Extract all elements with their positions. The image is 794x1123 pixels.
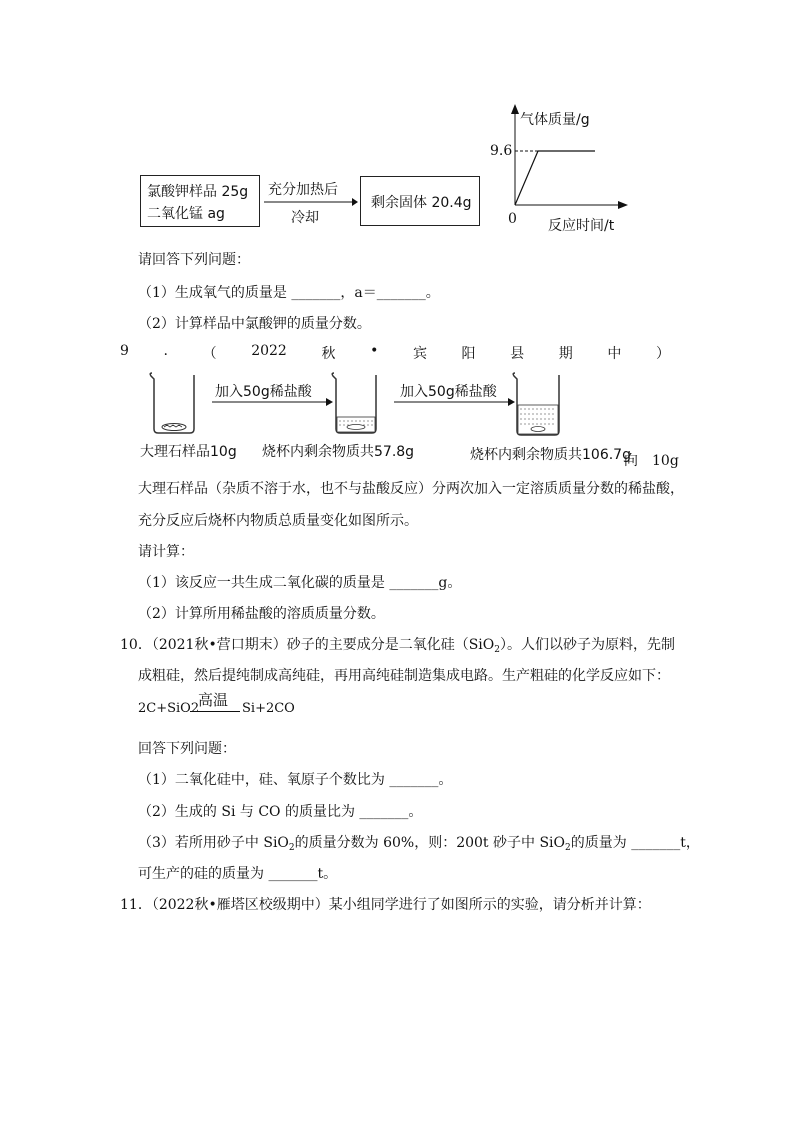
- heating-arrow-label-bottom: 冷却: [291, 210, 319, 226]
- q10-equation: [138, 701, 199, 716]
- beaker-3-label-tail: 向 10g: [624, 453, 679, 469]
- q9-header-7: 阳: [461, 346, 476, 362]
- equation-reactants: 2C+SiO2: [138, 701, 200, 716]
- beaker-2-label: 烧杯内剩余物质共57.8g: [262, 444, 415, 460]
- heating-arrow-label-top: 充分加热后: [268, 182, 338, 198]
- beaker-1-label: 大理石样品10g: [140, 444, 237, 460]
- q10-line1: [120, 634, 675, 655]
- graph-xlabel: 反应时间/t: [548, 218, 615, 234]
- graph-ytick: 9.6: [490, 143, 513, 159]
- q10-part3-b: 的质量分数为 60%，则：200t 砂子中 SiO: [294, 835, 566, 851]
- q9-header-0: 9: [120, 343, 129, 359]
- q9-header-4: 秋: [321, 346, 336, 362]
- q11-line1: 11．（2022秋•雁塔区校级期中）某小组同学进行了如图所示的实验，请分析并计算：: [120, 897, 651, 913]
- add-acid-arrow-1: [210, 396, 334, 408]
- q9-header-8: 县: [510, 346, 525, 362]
- beaker-3-label: 烧杯内剩余物质共106.7g: [470, 447, 631, 463]
- q9-header-9: 期: [558, 346, 573, 362]
- q10-part3-sub1: 2: [288, 843, 295, 853]
- residue-box-text: 剩余固体 20.4g: [371, 195, 472, 211]
- q9-header-10: 中: [607, 346, 622, 362]
- q10-part1: （1）二氧化硅中，硅、氧原子个数比为 _______。: [138, 772, 453, 788]
- add-acid-label-2: 加入50g稀盐酸: [400, 384, 497, 400]
- beaker-2: [330, 371, 382, 437]
- graph-ylabel: 气体质量/g: [520, 112, 590, 128]
- sample-box-line1: 氯酸钾样品 25g: [147, 184, 249, 200]
- equation-condition: 高温: [198, 691, 229, 709]
- equation-products: Si+2CO: [242, 701, 295, 716]
- q9-header-2: （: [202, 346, 217, 362]
- q10-part3-cont: 可生产的硅的质量为 _______t。: [138, 866, 338, 882]
- q10-line1-tail: ）。人们以砂子为原料，先制: [499, 637, 675, 653]
- residue-box: [360, 176, 480, 226]
- q10-part3-c: 的质量为 _______t，: [570, 835, 700, 851]
- beaker-1: [148, 371, 200, 437]
- q9-header: [120, 343, 670, 363]
- sample-box-line2: 二氧化锰 ag: [147, 206, 225, 222]
- q9-part1: （1）该反应一共生成二氧化碳的质量是 _______g。: [138, 575, 462, 591]
- q9-part2: （2）计算所用稀盐酸的溶质质量分数。: [138, 606, 385, 622]
- add-acid-label-1: 加入50g稀盐酸: [215, 384, 312, 400]
- q8-part1: （1）生成氧气的质量是 _______，a＝_______。: [138, 285, 440, 301]
- q9-body-line2: 充分反应后烧杯内物质总质量变化如图所示。: [138, 513, 418, 529]
- q10-part3-sub2: 2: [565, 843, 571, 853]
- q9-header-1: .: [163, 343, 168, 359]
- q9-body-line1: 大理石样品（杂质不溶于水，也不与盐酸反应）分两次加入一定溶质质量分数的稀盐酸，: [138, 481, 684, 497]
- equation-bar: [190, 711, 240, 712]
- q10-line2: 成粗硅，然后提纯制成高纯硅，再用高纯硅制造集成电路。生产粗硅的化学反应如下：: [138, 668, 670, 684]
- graph-origin: 0: [508, 211, 517, 227]
- q10-line1-sub: 2: [494, 645, 500, 655]
- q10-part3-a: （3）若所用砂子中 SiO: [138, 835, 289, 851]
- q10-part3: [138, 832, 700, 853]
- q10-part2: （2）生成的 Si 与 CO 的质量比为 _______。: [138, 804, 423, 820]
- add-acid-arrow-2: [392, 396, 516, 408]
- q10-line1-text: 10．（2021秋•营口期末）砂子的主要成分是二氧化硅（SiO: [120, 637, 495, 653]
- q9-header-6: 宾: [412, 346, 427, 362]
- q10-intro: 回答下列问题：: [138, 741, 236, 757]
- q9-header-5: •: [370, 343, 379, 359]
- q8-part2: （2）计算样品中氯酸钾的质量分数。: [138, 316, 371, 332]
- q9-header-3: 2022: [251, 343, 287, 359]
- beaker-3: [511, 371, 565, 439]
- sample-box: [140, 175, 260, 227]
- q9-intro: 请计算：: [138, 544, 194, 560]
- q9-header-11: ）: [655, 346, 670, 362]
- q8-intro: 请回答下列问题：: [138, 252, 250, 268]
